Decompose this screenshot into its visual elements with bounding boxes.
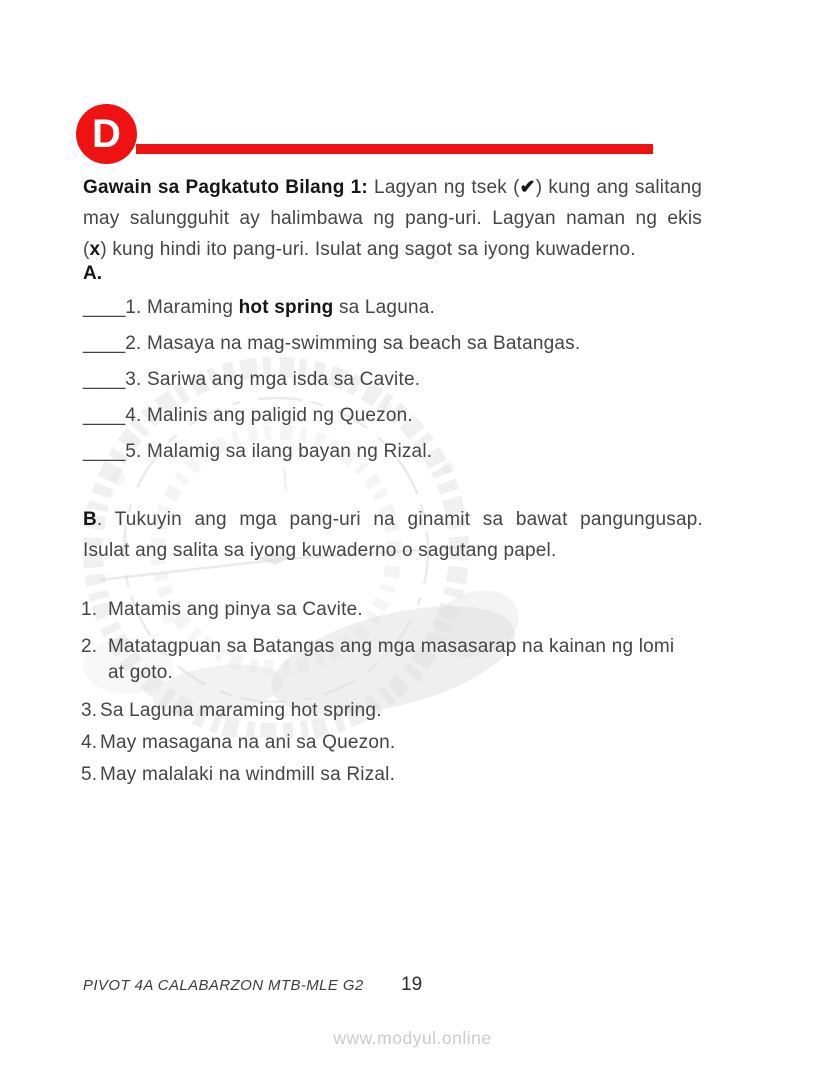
part-a-list: [83, 298, 723, 478]
item-text: Matatagpuan sa Batangas ang mga masasarap na kainan ng lomi: [108, 636, 675, 657]
intro-text: may salungguhit ay halimbawa ng pang-uri. Lagyan naman ng ekis: [83, 208, 702, 229]
item-text-bold: hot spring: [238, 297, 334, 318]
instruction-text: . Tukuyin ang mga pang-uri na ginamit sa bawat pangungusap.: [96, 509, 703, 530]
item-text: Matamis ang pinya sa Cavite.: [108, 599, 363, 620]
item-text: sa Laguna.: [333, 297, 435, 318]
part-a-item: [83, 442, 723, 462]
item-text: May masagana na ani sa Quezon.: [100, 732, 396, 753]
item-text: Sariwa ang mga isda sa Cavite.: [147, 369, 421, 390]
part-a-label: A.: [83, 263, 102, 284]
footer-module-title: PIVOT 4A CALABARZON MTB-MLE G2: [83, 977, 364, 994]
answer-blank: ____: [83, 369, 126, 390]
site-watermark: www.modyul.online: [333, 1028, 492, 1048]
intro-line-1: [83, 172, 702, 203]
header-rule: [136, 144, 653, 154]
part-b-line-1: [83, 504, 703, 535]
item-number: 3.: [125, 369, 142, 390]
item-number: 1.: [81, 599, 98, 620]
intro-text: (: [83, 239, 90, 260]
item-number: 5.: [81, 764, 98, 785]
page-number: 19: [401, 974, 423, 995]
answer-blank: ____: [83, 333, 126, 354]
answer-blank: ____: [83, 441, 126, 462]
check-mark-icon: ✔: [519, 177, 536, 198]
section-letter: D: [92, 112, 121, 156]
part-a-item: [83, 406, 723, 426]
answer-blank: ____: [83, 297, 126, 318]
part-a-item: [83, 298, 723, 318]
item-text: Masaya na mag-swimming sa beach sa Batangas.: [147, 333, 581, 354]
part-b-line-2: [83, 535, 703, 566]
item-text: May malalaki na windmill sa Rizal.: [100, 764, 396, 785]
part-b-instructions: [83, 504, 703, 566]
intro-line-3: [83, 234, 702, 265]
part-a-item: [83, 370, 723, 390]
item-text: at goto.: [108, 662, 173, 683]
part-b-list: [81, 597, 731, 788]
item-text: Malamig sa ilang bayan ng Rizal.: [147, 441, 433, 462]
part-a-item: [83, 334, 723, 354]
part-b-item: [81, 730, 731, 756]
section-letter-badge: [76, 104, 137, 164]
activity-title: Gawain sa Pagkatuto Bilang 1:: [83, 177, 368, 198]
intro-text: ) kung ang salitang: [535, 177, 702, 198]
item-number: 1.: [125, 297, 142, 318]
item-number: 5.: [125, 441, 142, 462]
item-number: 2.: [81, 636, 98, 657]
item-text: Maraming: [147, 297, 239, 318]
item-number: 4.: [81, 732, 98, 753]
activity-intro: [83, 172, 702, 265]
item-number: 4.: [125, 405, 142, 426]
intro-line-2: [83, 203, 702, 234]
intro-text: ) kung hindi ito pang-uri. Isulat ang sagot sa iyong kuwaderno.: [100, 239, 636, 260]
item-number: 3.: [81, 700, 98, 721]
part-b-item: [81, 597, 731, 623]
part-b-item: [81, 762, 731, 788]
part-b-item: [81, 698, 731, 724]
intro-text: Lagyan ng tsek (: [374, 177, 520, 198]
part-b-label: B: [83, 509, 97, 530]
item-text: Malinis ang paligid ng Quezon.: [147, 405, 413, 426]
answer-blank: ____: [83, 405, 126, 426]
part-b-item: [81, 634, 731, 686]
item-text: Sa Laguna maraming hot spring.: [100, 700, 382, 721]
item-number: 2.: [125, 333, 142, 354]
instruction-text: Isulat ang salita sa iyong kuwaderno o sagutang papel.: [83, 540, 557, 561]
ekis-mark: x: [89, 239, 101, 260]
